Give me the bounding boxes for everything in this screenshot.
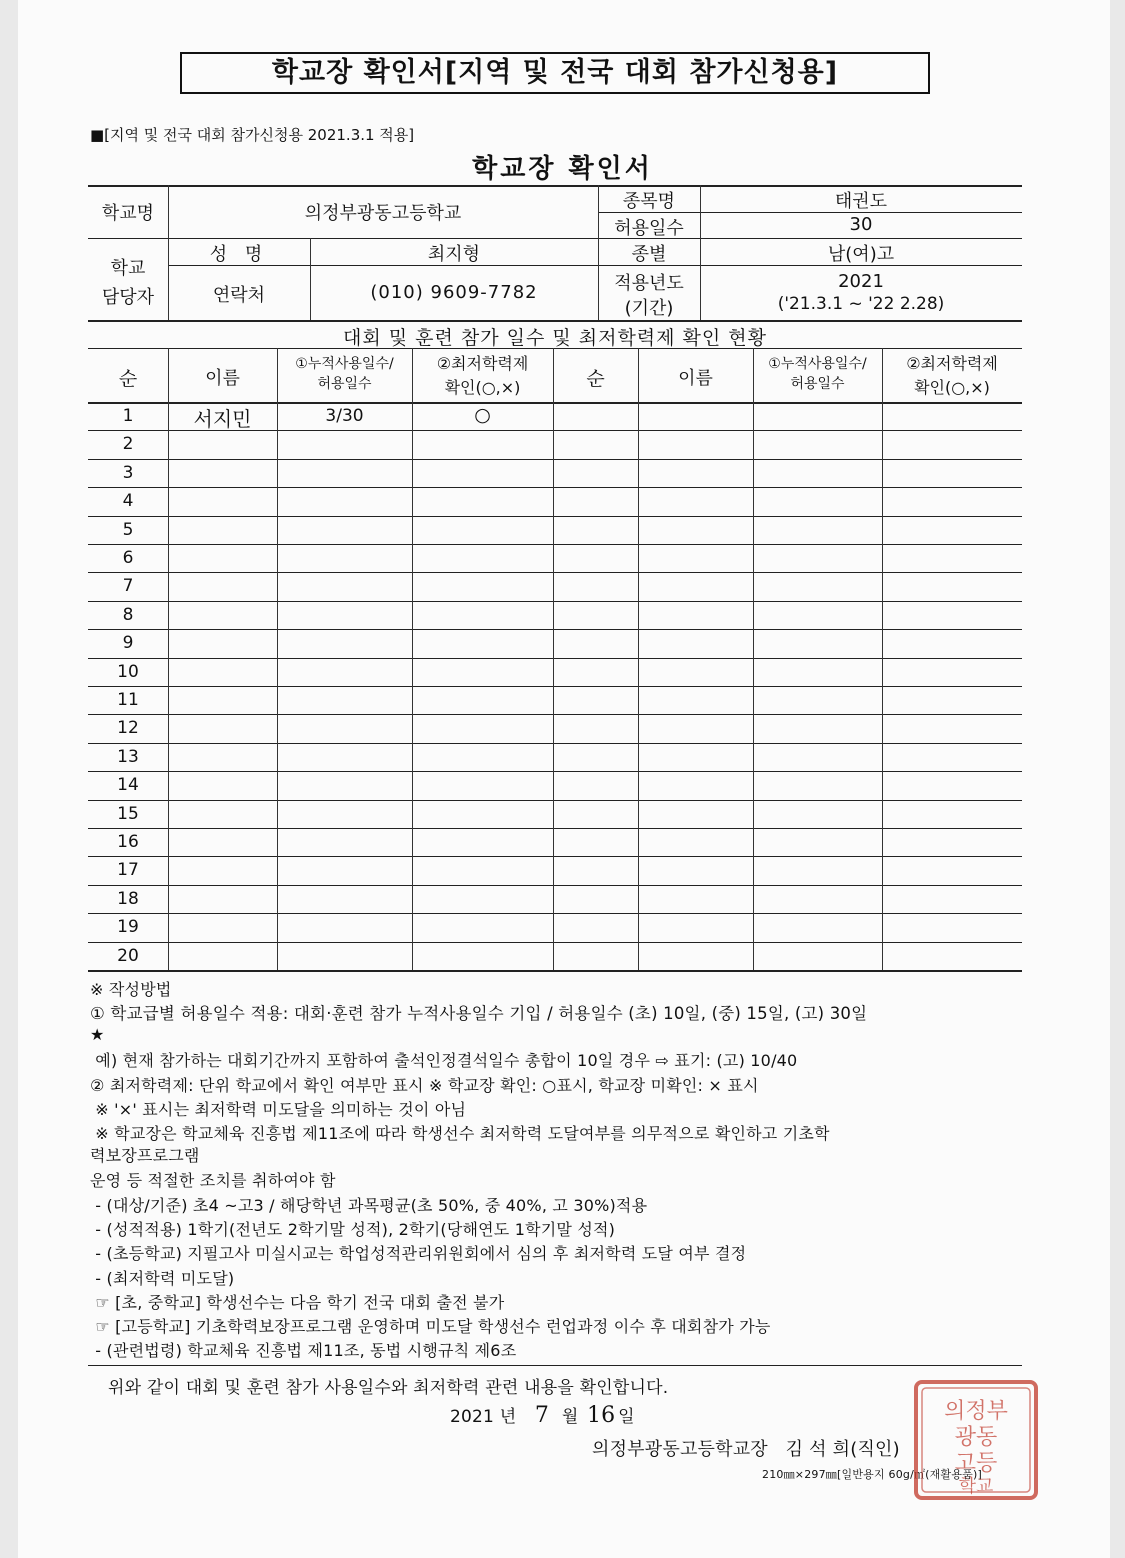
handwritten-month: 7 [534, 1403, 550, 1428]
paper-spec: 210㎜×297㎜[일반용지 60g/㎡(재활용품)] [762, 1468, 982, 1481]
instruction-line: ① 학교급별 허용일수 적용: 대회·훈련 참가 누적사용일수 기입 / 허용일수 (초) 10일, (중) 15일, (고) 30일 [90, 1004, 868, 1023]
instruction-line: - (초등학교) 지필고사 미실시교는 학업성적관리위원회에서 심의 후 최저학력 도달 여부 결정 [90, 1244, 747, 1263]
gender-value: 남(여)고 [827, 244, 895, 265]
instruction-line: 예) 현재 참가하는 대회기간까지 포함하여 출석인정결석일수 총합이 10일 경우 ⇨ 표기: (고) 10/40 [90, 1051, 798, 1070]
row-number: 2 [122, 434, 134, 455]
header-days-right: ①누적사용일수/ 허용일수 [768, 356, 867, 392]
instruction-line: ★ [90, 1025, 105, 1044]
instruction-line: - (성적적용) 1학기(전년도 2학기말 성적), 2학기(당해연도 1학기말 성적) [90, 1220, 616, 1239]
row-number: 19 [117, 917, 139, 938]
header-no: 순 [118, 368, 138, 390]
header-min: ②최저학력제 확인(○,×) [436, 354, 529, 397]
row-number: 16 [117, 832, 139, 852]
table-vline [882, 348, 883, 970]
header-name: 이름 [205, 368, 240, 389]
instruction-line: - (최저학력 미도달) [90, 1269, 235, 1288]
period-value: ('21.3.1 ~ '22 2.28) [777, 294, 945, 314]
official-seal [912, 1378, 1040, 1502]
header-name-right: 이름 [678, 368, 713, 389]
instruction-line: 운영 등 적절한 조치를 취하여야 함 [90, 1171, 336, 1190]
row-min-check: ○ [474, 404, 491, 426]
row-number: 6 [122, 548, 134, 568]
table-bottom [88, 970, 1022, 972]
staff-label-2: 담당자 [101, 287, 155, 308]
row-number: 4 [122, 491, 134, 512]
contact-value: (010) 9609-7782 [370, 282, 538, 303]
confirm-statement: 위와 같이 대회 및 훈련 참가 사용일수와 최저학력 관련 내용을 확인합니다. [108, 1378, 669, 1398]
header-days: ①누적사용일수/ 허용일수 [295, 356, 394, 392]
row-days: 3/30 [325, 406, 364, 426]
sport-label: 종목명 [622, 191, 676, 212]
info-table-bottom [88, 320, 1022, 322]
school-name-label: 학교명 [101, 203, 155, 224]
row-student-name: 서지민 [193, 407, 252, 431]
status-title: 대회 및 훈련 참가 일수 및 최저학력제 확인 현황 [342, 327, 768, 349]
row-number: 13 [117, 746, 139, 767]
period-label: (기간) [624, 298, 674, 319]
row-number: 11 [117, 690, 139, 710]
year-value: 2021 [838, 271, 884, 292]
person-name-value: 최지형 [427, 244, 481, 265]
info-divider [88, 238, 1022, 239]
svg-text:광동: 광동 [954, 1425, 998, 1450]
table-vline [553, 348, 554, 970]
header-min-right: ②최저학력제 확인(○,×) [906, 354, 998, 397]
row-number: 9 [122, 633, 134, 654]
svg-text:의정부: 의정부 [944, 1399, 1008, 1424]
person-name-label: 성 명 [209, 244, 269, 265]
notes-divider [88, 1365, 1022, 1366]
table-vline [638, 348, 639, 970]
row-number: 1 [122, 406, 134, 426]
table-vline [277, 348, 278, 970]
instruction-line: 력보장프로그램 [90, 1146, 200, 1165]
allowed-days-label: 허용일수 [614, 218, 684, 239]
header-no-right: 순 [586, 368, 605, 390]
application-notice: ■[지역 및 전국 대회 참가신청용 2021.3.1 적용] [90, 126, 415, 144]
row-number: 15 [117, 803, 139, 824]
instruction-line: ☞ [고등학교] 기초학력보장프로그램 운영하며 미도달 학생선수 런업과정 이수 후 대회참가 가능 [90, 1317, 771, 1336]
table-vline [412, 348, 413, 970]
gender-label: 종별 [631, 244, 667, 265]
svg-text:고등: 고등 [954, 1451, 998, 1476]
school-name-value: 의정부광동고등학교 [304, 203, 462, 224]
document-title-box: 학교장 확인서[지역 및 전국 대회 참가신청용] [180, 52, 930, 94]
contact-label: 연락처 [212, 285, 266, 306]
instruction-line: - (관련법령) 학교체육 진흥법 제11조, 동법 시행규칙 제6조 [90, 1341, 517, 1360]
document-subtitle: 학교장 확인서 [472, 154, 653, 184]
instruction-line: - (대상/기준) 초4 ~고3 / 해당학년 과목평균(초 50%, 중 40%, 고 30%)적용 [90, 1196, 648, 1215]
instruction-line: ② 최저학력제: 단위 학교에서 확인 여부만 표시 ※ 학교장 확인: ○표시, 학교장 미확인: × 표시 [90, 1076, 759, 1095]
row-number: 10 [117, 661, 139, 682]
svg-text:학교: 학교 [958, 1476, 994, 1497]
row-number: 5 [122, 519, 134, 540]
table-vline [753, 348, 754, 970]
instruction-line: ※ '×' 표시는 최저학력 미도달을 의미하는 것이 아님 [90, 1100, 467, 1119]
table-vline [168, 348, 169, 970]
instruction-line: ☞ [초, 중학교] 학생선수는 다음 학기 전국 대회 출전 불가 [90, 1293, 505, 1312]
instruction-line: ※ 작성방법 [90, 980, 172, 999]
row-number: 3 [122, 462, 134, 483]
row-number: 7 [122, 576, 134, 597]
issue-date: 2021 년 7 월 16 일 [450, 1403, 635, 1428]
allowed-days-value: 30 [849, 214, 873, 235]
handwritten-day: 16 [586, 1403, 616, 1428]
row-number: 12 [117, 718, 139, 739]
year-label: 적용년도 [614, 273, 684, 294]
row-number: 17 [117, 860, 139, 881]
staff-label: 학교 [110, 258, 146, 279]
row-number: 14 [117, 775, 139, 796]
principal-signature: 의정부광동고등학교장 김 석 희(직인) [592, 1439, 900, 1460]
sport-value: 태권도 [834, 191, 888, 212]
instruction-line: ※ 학교장은 학교체육 진흥법 제11조에 따라 학생선수 최저학력 도달여부를 의무적으로 확인하고 기초학 [90, 1124, 830, 1143]
row-number: 20 [117, 945, 139, 966]
row-number: 8 [122, 604, 134, 625]
row-number: 18 [117, 888, 139, 909]
